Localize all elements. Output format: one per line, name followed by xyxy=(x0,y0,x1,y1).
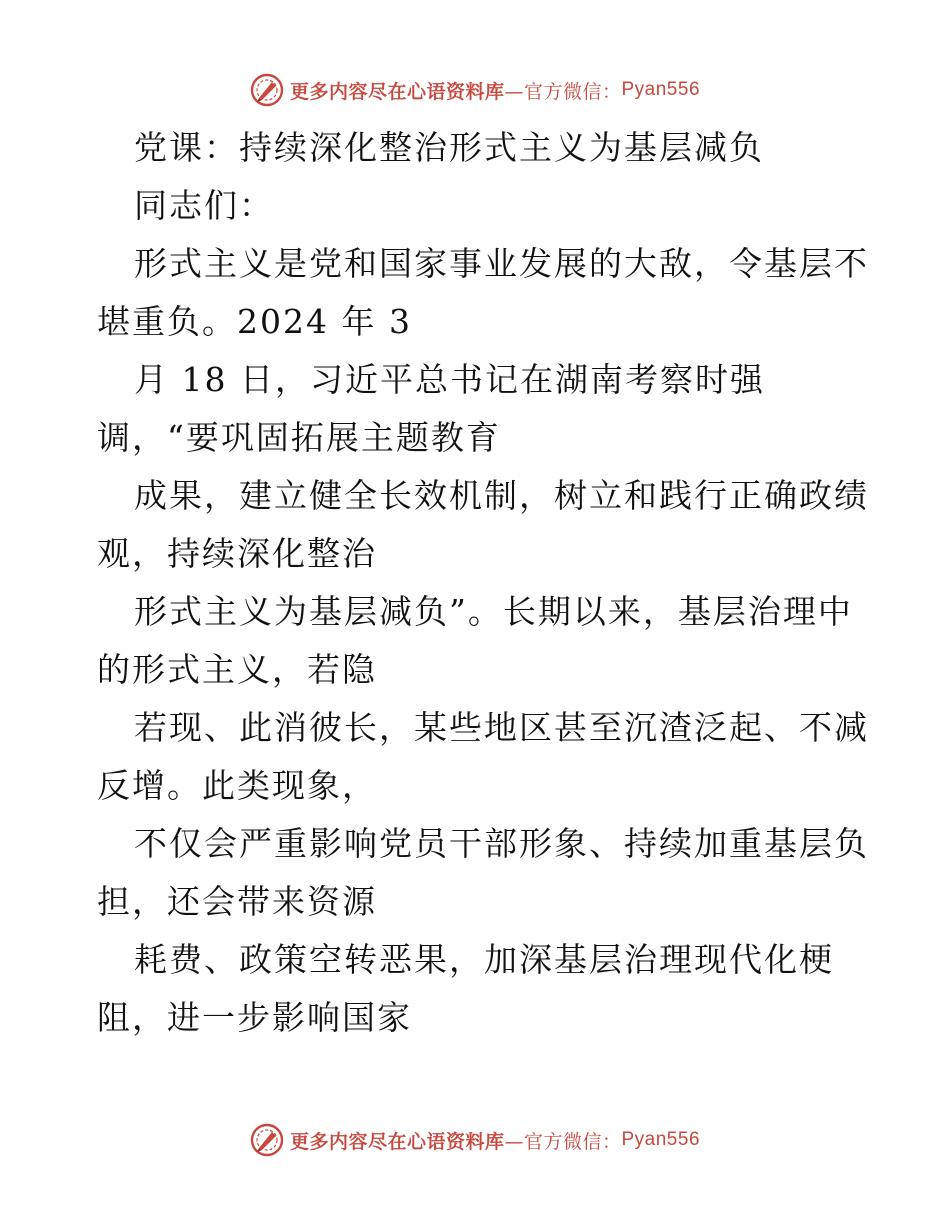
watermark-wechat-id: Pyan556 xyxy=(621,79,701,100)
paragraph-line: 担，还会带来资源 xyxy=(97,882,377,921)
salutation: 同志们： xyxy=(134,186,274,225)
pen-nib-icon xyxy=(250,73,284,107)
paragraph-line: 形式主义是党和国家事业发展的大敌，令基层不 xyxy=(134,244,869,283)
watermark-site-text: 更多内容尽在心语资料库 xyxy=(289,80,505,103)
document-title: 党课：持续深化整治形式主义为基层减负 xyxy=(134,128,764,167)
watermark-site-text: 更多内容尽在心语资料库 xyxy=(289,1130,505,1153)
paragraph-line: 反增。此类现象， xyxy=(97,766,377,805)
pen-nib-icon xyxy=(250,1123,284,1157)
paragraph-line: 阻，进一步影响国家 xyxy=(97,998,412,1037)
watermark-separator: —官方微信： xyxy=(504,1130,622,1153)
paragraph-line: 月 18 日，习近平总书记在湖南考察时强 xyxy=(134,360,765,399)
watermark-separator: —官方微信： xyxy=(504,80,622,103)
paragraph-line: 观，持续深化整治 xyxy=(97,534,377,573)
paragraph-line: 不仅会严重影响党员干部形象、持续加重基层负 xyxy=(134,824,869,863)
watermark-wechat-id: Pyan556 xyxy=(621,1129,701,1150)
footer-watermark xyxy=(0,1120,950,1160)
header-watermark xyxy=(0,70,950,110)
paragraph-line: 若现、此消彼长，某些地区甚至沉渣泛起、不减 xyxy=(134,708,869,747)
paragraph-line: 成果，建立健全长效机制，树立和践行正确政绩 xyxy=(134,476,869,515)
paragraph-line: 调，“要巩固拓展主题教育 xyxy=(97,418,501,457)
paragraph-line: 的形式主义，若隐 xyxy=(97,650,377,689)
paragraph-line: 形式主义为基层减负”。长期以来，基层治理中 xyxy=(134,592,853,631)
paragraph-line: 耗费、政策空转恶果，加深基层治理现代化梗 xyxy=(134,940,834,979)
paragraph-line: 堪重负。2024 年 3 xyxy=(97,302,412,341)
